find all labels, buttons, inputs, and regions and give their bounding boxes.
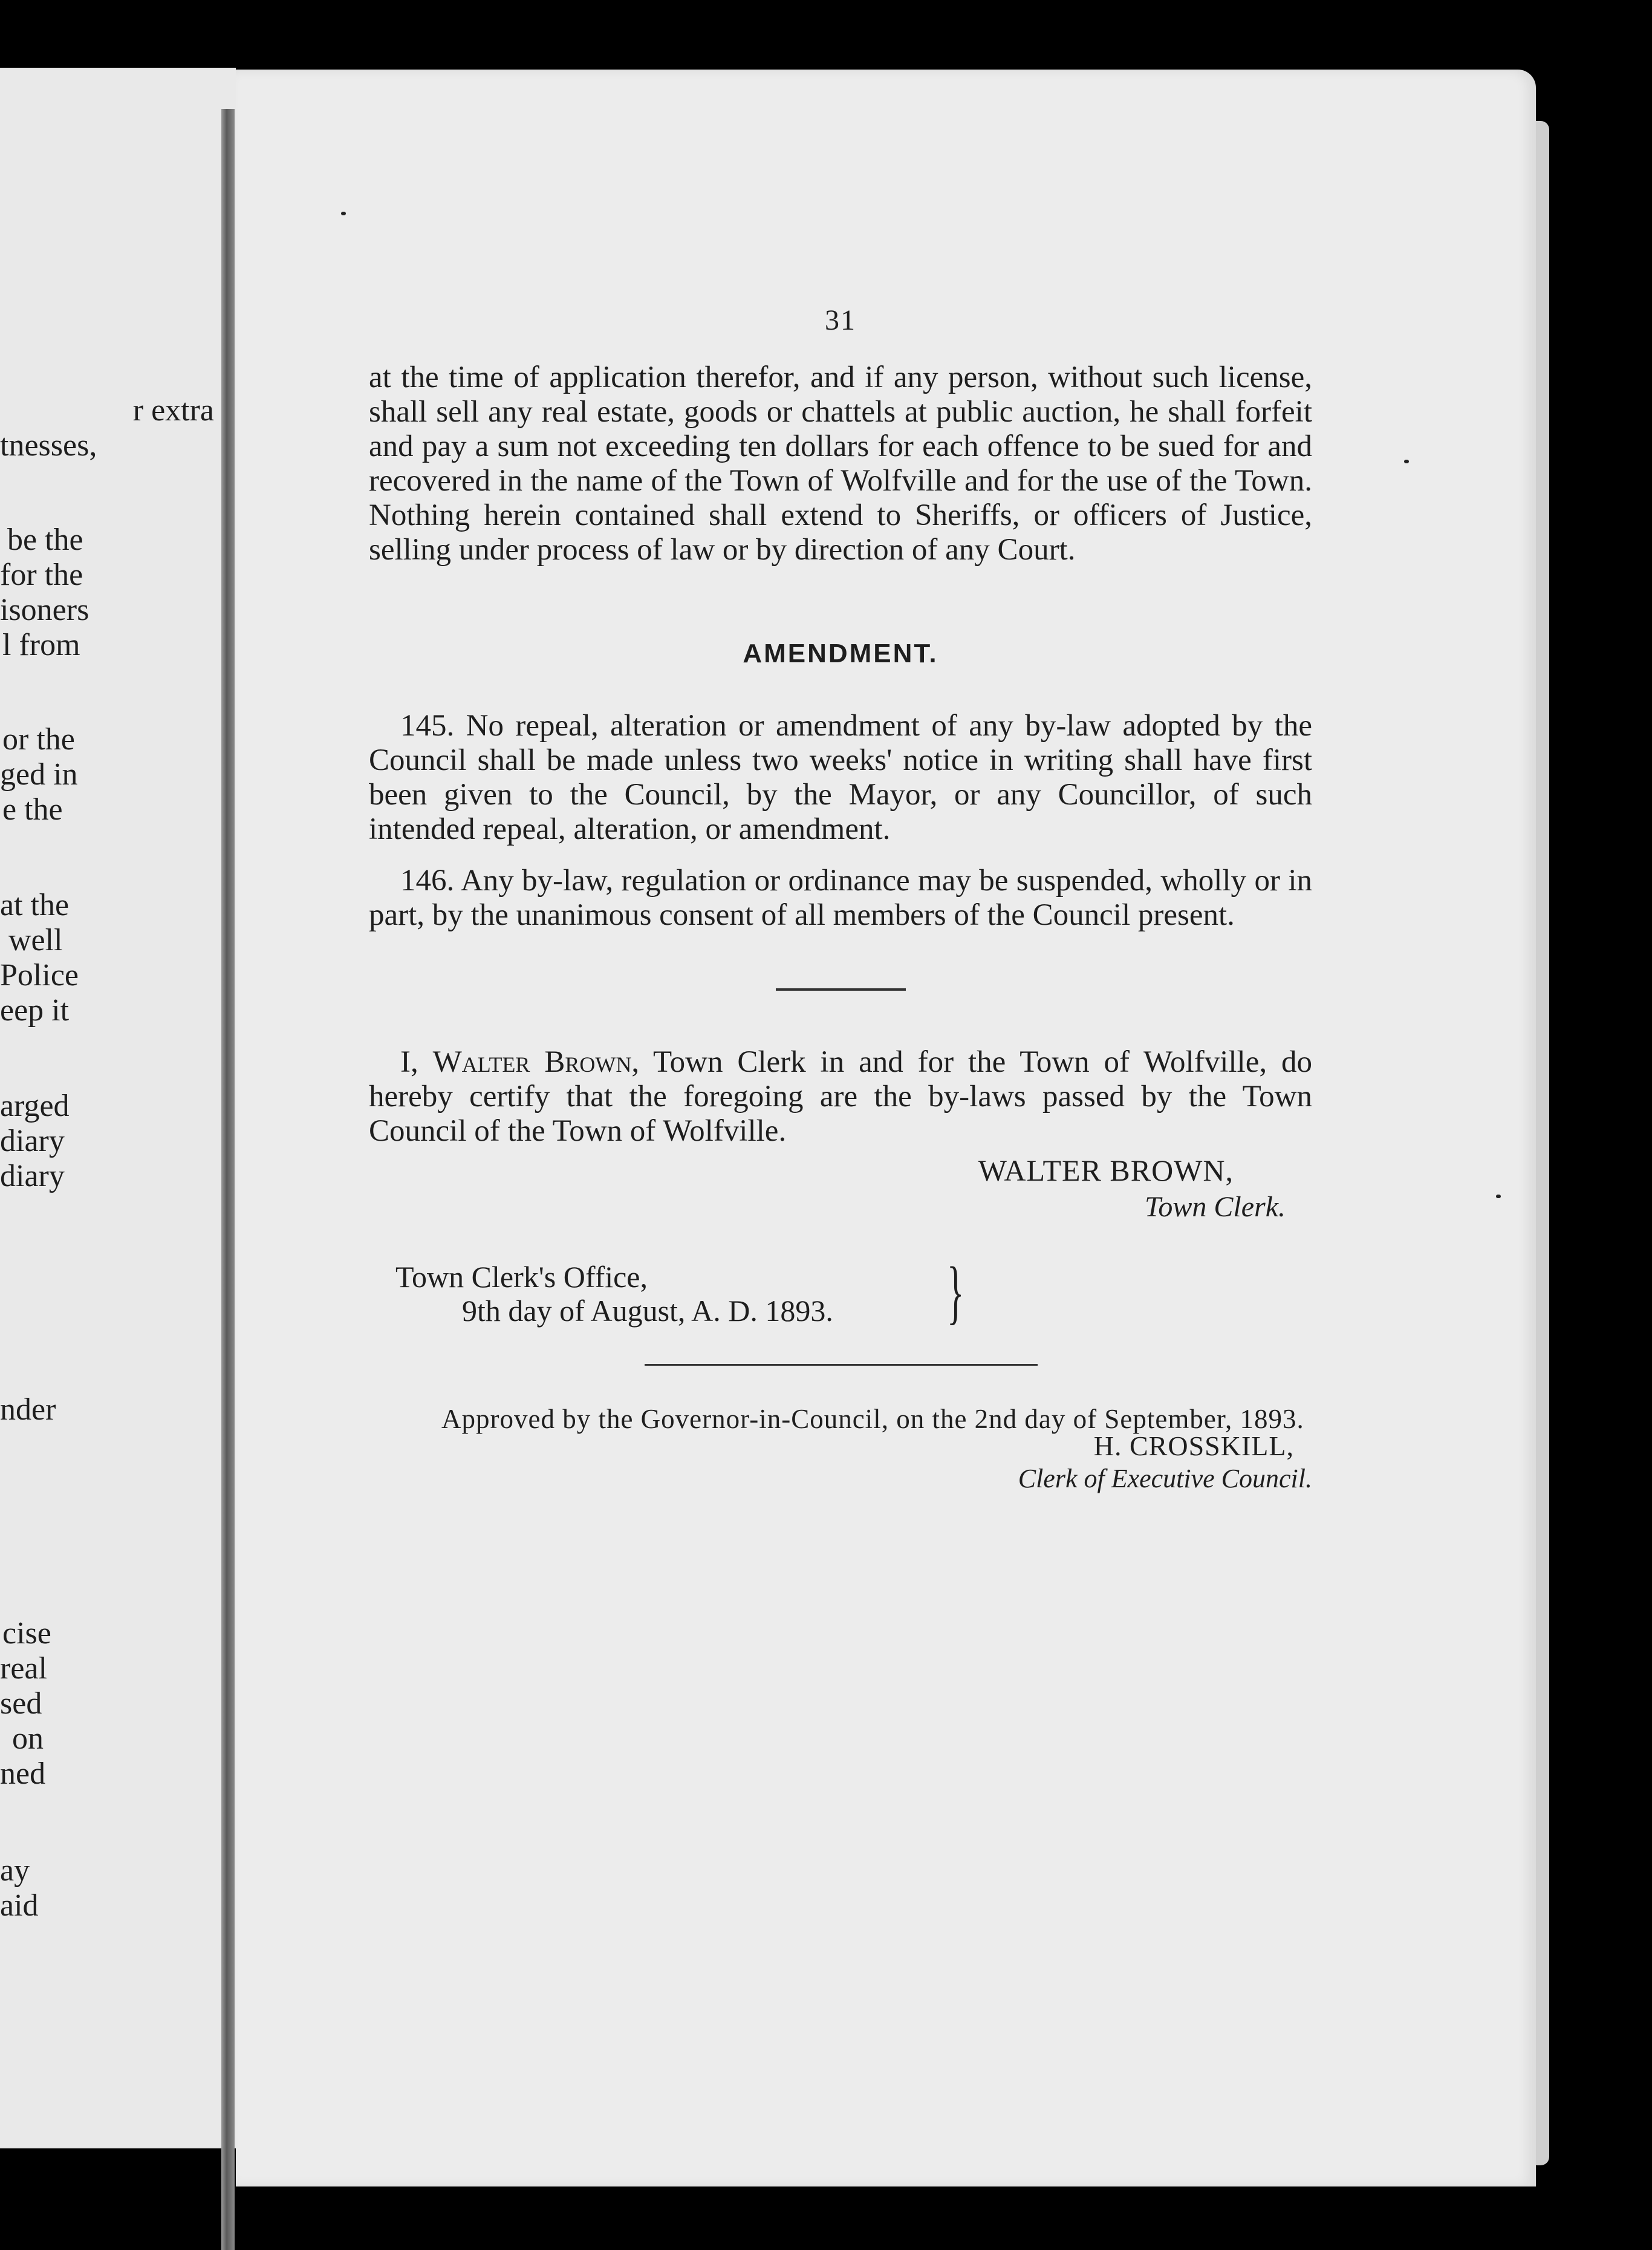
signature-name: WALTER BROWN, <box>978 1153 1234 1187</box>
page-number: 31 <box>825 304 856 336</box>
left-text-fragment: diary <box>0 1124 65 1158</box>
page-content <box>369 302 1312 1495</box>
book-gutter <box>221 109 235 2250</box>
amendment-heading: AMENDMENT. <box>743 639 938 668</box>
signature-title: Town Clerk. <box>1145 1191 1286 1223</box>
left-text-fragment: Police <box>0 958 79 993</box>
left-text-fragment: be the <box>7 523 83 557</box>
left-text-fragment: well <box>8 923 63 957</box>
left-text-fragment: real <box>0 1651 47 1686</box>
left-text-fragment: on <box>12 1721 44 1756</box>
page-edge <box>1536 121 1549 2165</box>
left-text-fragment: cise <box>2 1616 51 1651</box>
left-text-fragment: nder <box>0 1392 56 1427</box>
certificate-name: Walter Brown <box>432 1045 632 1079</box>
ink-speck <box>1496 1195 1501 1198</box>
left-text-fragment: ay <box>0 1853 30 1888</box>
office-line-1: Town Clerk's Office, <box>395 1260 648 1294</box>
left-text-fragment: l from <box>2 628 80 662</box>
certificate-prefix: I, <box>400 1045 433 1079</box>
left-text-fragment: isoners <box>0 593 89 627</box>
left-text-fragment: eep it <box>0 993 70 1028</box>
left-text-fragment: r extra <box>132 393 214 428</box>
office-line-2: 9th day of August, A. D. 1893. <box>462 1294 833 1328</box>
left-page-fragment <box>0 68 236 2148</box>
approval-signature: H. CROSSKILL, <box>1093 1430 1294 1461</box>
left-text-fragment: for the <box>0 558 83 592</box>
certificate-text: , Town Clerk in and for the Town of Wolfville, do hereby certify that the foregoing are the by-laws passed by the Town Council of the Town of Wolfville. <box>369 1045 1312 1148</box>
certificate-paragraph <box>369 1045 1312 1149</box>
approval-paragraph: Approved by the Governor-in-Council, on the 2nd day of September, 1893. <box>441 1404 1304 1434</box>
left-text-fragment: arged <box>0 1089 70 1123</box>
approval-title: Clerk of Executive Council. <box>1018 1464 1312 1493</box>
left-text-fragment: e the <box>2 792 63 827</box>
opening-paragraph: at the time of application therefor, and if any person, without such license, shall sell any real estate, goods or chattels at public auction, he shall forfeit and pay a sum not exceeding ten dollars for each offence to be sued for and recovered in the name of the Town of Wolfville and for the use of the Town. Nothing herein contained shall extend to Sheriffs, or officers of Justice, selling under process of law or by direction of any Court. <box>369 360 1312 567</box>
section-divider <box>776 988 906 991</box>
section-145: 145. No repeal, alteration or amendment of any by-law adopted by the Council shall be made unless two weeks' notice in writing shall have first been given to the Council, by the Mayor, or any Councillor, of such intended repeal, alteration, or amendment. <box>369 709 1312 846</box>
left-text-fragment: ged in <box>0 757 78 792</box>
left-text-fragment: diary <box>0 1159 65 1193</box>
left-text-fragment: sed <box>0 1686 42 1721</box>
ink-speck <box>341 212 346 215</box>
ink-speck <box>1404 460 1409 463</box>
left-text-fragment: ned <box>0 1756 46 1791</box>
section-146: 146. Any by-law, regulation or ordinance may be suspended, wholly or in part, by the unanimous consent of all members of the Council present. <box>369 864 1312 932</box>
closing-divider <box>645 1364 1038 1366</box>
office-dateline <box>395 1252 964 1331</box>
left-text-fragment: or the <box>2 722 75 757</box>
left-text-fragment: aid <box>0 1888 39 1923</box>
brace-glyph: } <box>947 1252 964 1331</box>
left-text-fragment: at the <box>0 888 70 922</box>
left-text-fragment: tnesses, <box>0 428 97 463</box>
